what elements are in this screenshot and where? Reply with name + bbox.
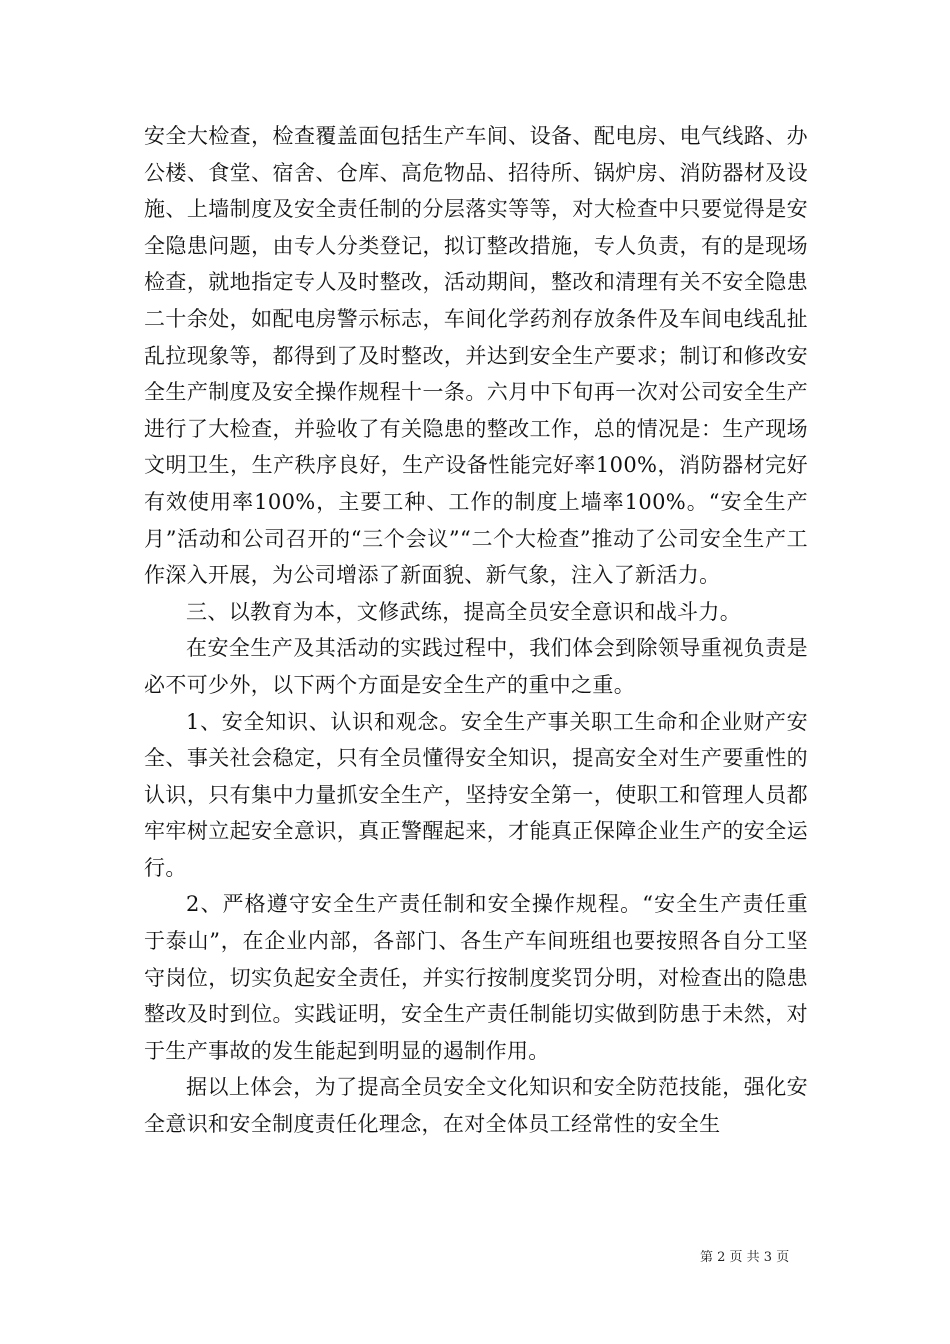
paragraph-point-1: 1、安全知识、认识和观念。安全生产事关职工生命和企业财产安全、事关社会稳定，只有全员懂得安全知识，提高安全对生产要重性的认识，只有集中力量抓安全生产，坚持安全第一，使职工和管理人员都牢牢树立起安全意识，真正警醒起来，才能真正保障企业生产的安全运行。 [144, 709, 808, 880]
document-body [144, 118, 808, 1143]
page-number-footer: 第 2 页 共 3 页 [700, 1250, 790, 1265]
paragraph-point-2: 2、严格遵守安全生产责任制和安全操作规程。“安全生产责任重于泰山”，在企业内部，各部门、各生产车间班组也要按照各自分工坚守岗位，切实负起安全责任，并实行按制度奖罚分明，对检查出的隐患整改及时到位。实践证明，安全生产责任制能切实做到防患于未然，对于生产事故的发生能起到明显的遏制作用。 [144, 892, 808, 1063]
paragraph-continued: 安全大检查，检查覆盖面包括生产车间、设备、配电房、电气线路、办公楼、食堂、宿舍、仓库、高危物品、招待所、锅炉房、消防器材及设施、上墙制度及安全责任制的分层落实等等，对大检查中只要觉得是安全隐患问题，由专人分类登记，拟订整改措施，专人负责，有的是现场检查，就地指定专人及时整改，活动期间，整改和清理有关不安全隐患二十余处，如配电房警示标志，车间化学药剂存放条件及车间电线乱扯乱拉现象等，都得到了及时整改，并达到安全生产要求；制订和修改安全生产制度及安全操作规程十一条。六月中下旬再一次对公司安全生产进行了大检查，并验收了有关隐患的整改工作，总的情况是：生产现场文明卫生，生产秩序良好，生产设备性能完好率100%，消防器材完好有效使用率100%，主要工种、工作的制度上墙率100%。“安全生产月”活动和公司召开的“三个会议”“二个大检查”推动了公司安全生产工作深入开展，为公司增添了新面貌、新气象，注入了新活力。 [144, 124, 808, 588]
paragraph-intro: 在安全生产及其活动的实践过程中，我们体会到除领导重视负责是必不可少外，以下两个方面是安全生产的重中之重。 [144, 636, 808, 697]
section-heading-3: 三、以教育为本，文修武练，提高全员安全意识和战斗力。 [186, 599, 742, 624]
paragraph-conclusion: 据以上体会，为了提高全员安全文化知识和安全防范技能，强化安全意识和安全制度责任化理念，在对全体员工经常性的安全生 [144, 1075, 808, 1137]
